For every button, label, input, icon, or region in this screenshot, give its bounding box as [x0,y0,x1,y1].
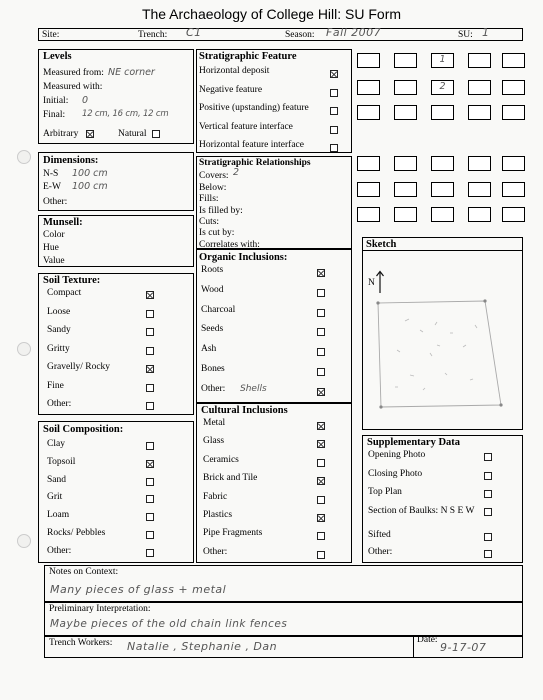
natural-checkbox[interactable] [152,130,160,138]
strat-feature-item-label: Negative feature [199,84,263,95]
notes-context-value[interactable]: Many pieces of glass + metal [50,583,227,596]
strat-feature-item-label: Horizontal deposit [199,66,270,76]
organic-item-label: Seeds [201,324,224,335]
soil-composition-item-label: Sand [47,474,66,485]
su-grid-cell[interactable] [468,105,491,120]
soil-composition-item-checkbox[interactable] [146,531,154,539]
soil-texture-item-label: Gravelly/ Rocky [47,362,111,372]
organic-item-checkbox[interactable] [317,328,325,336]
binder-hole-bottom [17,534,31,548]
soil-composition-item-checkbox[interactable] [146,549,154,557]
interpretation-value[interactable]: Maybe pieces of the old chain link fences [50,618,288,630]
cultural-item-checkbox[interactable] [317,477,325,485]
initial-label: Initial: [43,96,69,106]
binder-hole-middle [17,342,31,356]
su-grid-cell[interactable] [357,53,380,68]
strat-feature-item-label: Horizontal feature interface [199,140,304,150]
soil-composition-item-label: Loam [47,510,70,521]
measured-from-label: Measured from: [43,68,104,78]
su-grid-cell[interactable] [502,207,525,222]
su-grid-cell[interactable] [468,156,491,171]
organic-item-checkbox[interactable] [317,348,325,356]
su-grid-cell[interactable] [431,80,454,95]
dimensions-other-label: Other: [43,197,68,207]
supplementary-item-label: Sifted [368,530,391,540]
soil-composition-heading: Soil Composition: [43,424,124,435]
organic-item-checkbox[interactable] [317,368,325,376]
trench-label: Trench: [138,30,168,40]
su-grid-cell[interactable] [394,80,417,95]
workers-label: Trench Workers: [49,638,113,648]
strat-feature-item-checkbox[interactable] [330,126,338,134]
su-grid-cell[interactable] [357,80,380,95]
soil-texture-item-label: Other: [47,399,72,409]
soil-composition-item-label: Grit [47,492,63,503]
strat-feature-item-label: Vertical feature interface [199,121,293,132]
su-grid-cell[interactable] [394,182,417,197]
soil-texture-item-label: Compact [47,288,82,298]
su-value[interactable]: 1 [482,26,490,39]
supplementary-item-label: Opening Photo [368,450,426,460]
su-grid-cell[interactable] [357,156,380,171]
su-grid-cell[interactable] [431,156,454,171]
su-grid-cell[interactable] [468,53,491,68]
su-grid-cell[interactable] [502,80,525,95]
soil-texture-heading: Soil Texture: [43,275,101,286]
cultural-item-checkbox[interactable] [317,422,325,430]
north-arrow-icon [375,270,385,294]
soil-texture-item-checkbox[interactable] [146,347,154,355]
organic-inclusions-heading: Organic Inclusions: [199,252,288,263]
stratigraphic-feature-heading: Stratigraphic Feature [199,51,297,62]
strat-rel-item-label: Fills: [199,194,219,205]
munsell-heading: Munsell: [43,217,83,228]
soil-composition-item-label: Topsoil [47,456,76,467]
soil-composition-item-checkbox[interactable] [146,442,154,450]
soil-texture-item-checkbox[interactable] [146,310,154,318]
organic-item-label: Roots [201,265,224,275]
soil-texture-item-checkbox[interactable] [146,384,154,392]
natural-label: Natural [118,129,147,139]
cultural-item-checkbox[interactable] [317,496,325,504]
supplementary-item-checkbox[interactable] [484,453,492,461]
organic-other-value[interactable]: Shells [240,384,267,394]
initial-value[interactable]: 0 [82,95,89,106]
cultural-item-checkbox[interactable] [317,459,325,467]
organic-item-checkbox[interactable] [317,388,325,396]
su-grid-value: 2 [439,81,446,92]
cultural-item-label: Ceramics [203,454,239,465]
cultural-item-label: Plastics [203,510,233,520]
su-grid-cell[interactable] [394,105,417,120]
supplementary-item-checkbox[interactable] [484,550,492,558]
site-label: Site: [42,30,60,40]
trench-value[interactable]: C1 [186,26,202,39]
su-grid-cell[interactable] [431,105,454,120]
organic-item-checkbox[interactable] [317,309,325,317]
su-grid-cell[interactable] [502,156,525,171]
soil-texture-item-label: Sandy [47,325,71,335]
organic-item-label: Ash [201,344,217,355]
su-grid-cell[interactable] [357,207,380,222]
cultural-item-label: Pipe Fragments [203,528,263,539]
strat-feature-item-label: Positive (upstanding) feature [199,103,309,113]
su-grid-cell[interactable] [502,182,525,197]
strat-feature-item-checkbox[interactable] [330,70,338,78]
ew-label: E-W [43,182,61,192]
organic-item-checkbox[interactable] [317,269,325,277]
supplementary-item-label: Other: [368,547,393,557]
supplementary-item-checkbox[interactable] [484,490,492,498]
cultural-item-checkbox[interactable] [317,440,325,448]
strat-rel-item-label: Is filled by: [199,205,243,216]
cultural-item-label: Fabric [203,491,228,502]
organic-item-label: Wood [201,284,224,295]
strat-rel-item-label: Is cut by: [199,228,235,239]
su-grid-cell[interactable] [357,105,380,120]
measured-with-label: Measured with: [43,82,103,92]
su-grid-cell[interactable] [357,182,380,197]
season-label: Season: [285,30,315,40]
su-grid-cell[interactable] [431,53,454,68]
soil-texture-item-checkbox[interactable] [146,365,154,373]
date-label: Date: [417,635,438,645]
cultural-item-label: Brick and Tile [203,473,258,484]
covers-value[interactable]: 2 [233,167,240,178]
cultural-item-label: Metal [203,418,226,428]
stratigraphic-feature-section [196,49,352,153]
interpretation-label: Preliminary Interpretation: [49,604,151,614]
munsell-value-label: Value [43,256,65,266]
strat-feature-item-checkbox[interactable] [330,107,338,115]
supplementary-item-checkbox[interactable] [484,508,492,516]
supplementary-item-label: Closing Photo [368,469,423,479]
soil-composition-item-checkbox[interactable] [146,495,154,503]
supplementary-heading: Supplementary Data [367,437,461,448]
workers-value[interactable]: Natalie , Stephanie , Dan [127,640,278,653]
soil-texture-item-label: Loose [47,306,71,317]
final-label: Final: [43,110,66,120]
soil-texture-item-label: Gritty [47,343,70,354]
cultural-inclusions-heading: Cultural Inclusions [201,405,288,416]
ns-value[interactable]: 100 cm [72,168,108,179]
cultural-item-checkbox[interactable] [317,532,325,540]
ew-value[interactable]: 100 cm [72,181,108,192]
supplementary-item-checkbox[interactable] [484,533,492,541]
date-value[interactable]: 9-17-07 [440,641,487,654]
su-grid-cell[interactable] [431,182,454,197]
header-row [38,28,523,41]
munsell-color-label: Color [43,230,65,240]
cultural-item-checkbox[interactable] [317,551,325,559]
dimensions-heading: Dimensions: [43,155,99,166]
ns-label: N-S [43,169,59,179]
su-grid-cell[interactable] [468,207,491,222]
strat-feature-item-checkbox[interactable] [330,144,338,152]
su-grid-cell[interactable] [394,156,417,171]
measured-from-value[interactable]: NE corner [108,67,155,78]
strat-rel-item-label: Cuts: [199,216,220,227]
strat-rel-item-label: Correlates with: [199,239,260,250]
soil-texture-item-checkbox[interactable] [146,402,154,410]
season-value[interactable]: Fall 2007 [326,26,382,39]
su-grid-cell[interactable] [502,105,525,120]
cultural-item-checkbox[interactable] [317,514,325,522]
strat-rel-item-label: Below: [199,183,227,193]
cultural-item-label: Other: [203,546,228,557]
soil-texture-item-checkbox[interactable] [146,328,154,336]
cultural-item-label: Glass [203,436,225,447]
organic-item-label: Other: [201,383,226,394]
arbitrary-checkbox[interactable] [86,130,94,138]
arbitrary-label: Arbitrary [43,129,79,139]
strat-feature-item-checkbox[interactable] [330,89,338,97]
su-grid-cell[interactable] [431,207,454,222]
su-grid-cell[interactable] [468,182,491,197]
soil-composition-item-label: Other: [47,545,72,556]
soil-composition-item-label: Rocks/ Pebbles [47,528,106,538]
levels-heading: Levels [43,51,72,62]
su-grid-cell[interactable] [468,80,491,95]
binder-hole-top [17,150,31,164]
organic-item-label: Charcoal [201,304,236,315]
su-grid-cell[interactable] [394,207,417,222]
form-title: The Archaeology of College Hill: SU Form [141,6,402,22]
su-label: SU: [458,30,473,40]
stratigraphic-relationships-heading: Stratigraphic Relationships [199,158,311,168]
soil-texture-item-label: Fine [47,380,64,391]
soil-composition-item-checkbox[interactable] [146,478,154,486]
soil-composition-item-checkbox[interactable] [146,460,154,468]
soil-composition-item-checkbox[interactable] [146,513,154,521]
covers-label: Covers: [199,171,229,181]
munsell-hue-label: Hue [43,243,59,253]
su-grid-cell[interactable] [394,53,417,68]
organic-item-checkbox[interactable] [317,289,325,297]
sketch-heading: Sketch [366,239,397,250]
north-label: N [368,278,375,288]
sketch-drawing [375,295,505,410]
su-grid-cell[interactable] [502,53,525,68]
soil-composition-item-label: Clay [47,439,65,449]
notes-context-label: Notes on Context: [49,567,119,577]
supplementary-item-checkbox[interactable] [484,472,492,480]
final-value[interactable]: 12 cm, 16 cm, 12 cm [82,109,169,119]
supplementary-item-label: Top Plan [368,487,402,497]
soil-texture-item-checkbox[interactable] [146,291,154,299]
su-grid-value: 1 [439,54,446,65]
organic-item-label: Bones [201,364,225,374]
supplementary-item-label: Section of Baulks: N S E W [368,506,475,516]
